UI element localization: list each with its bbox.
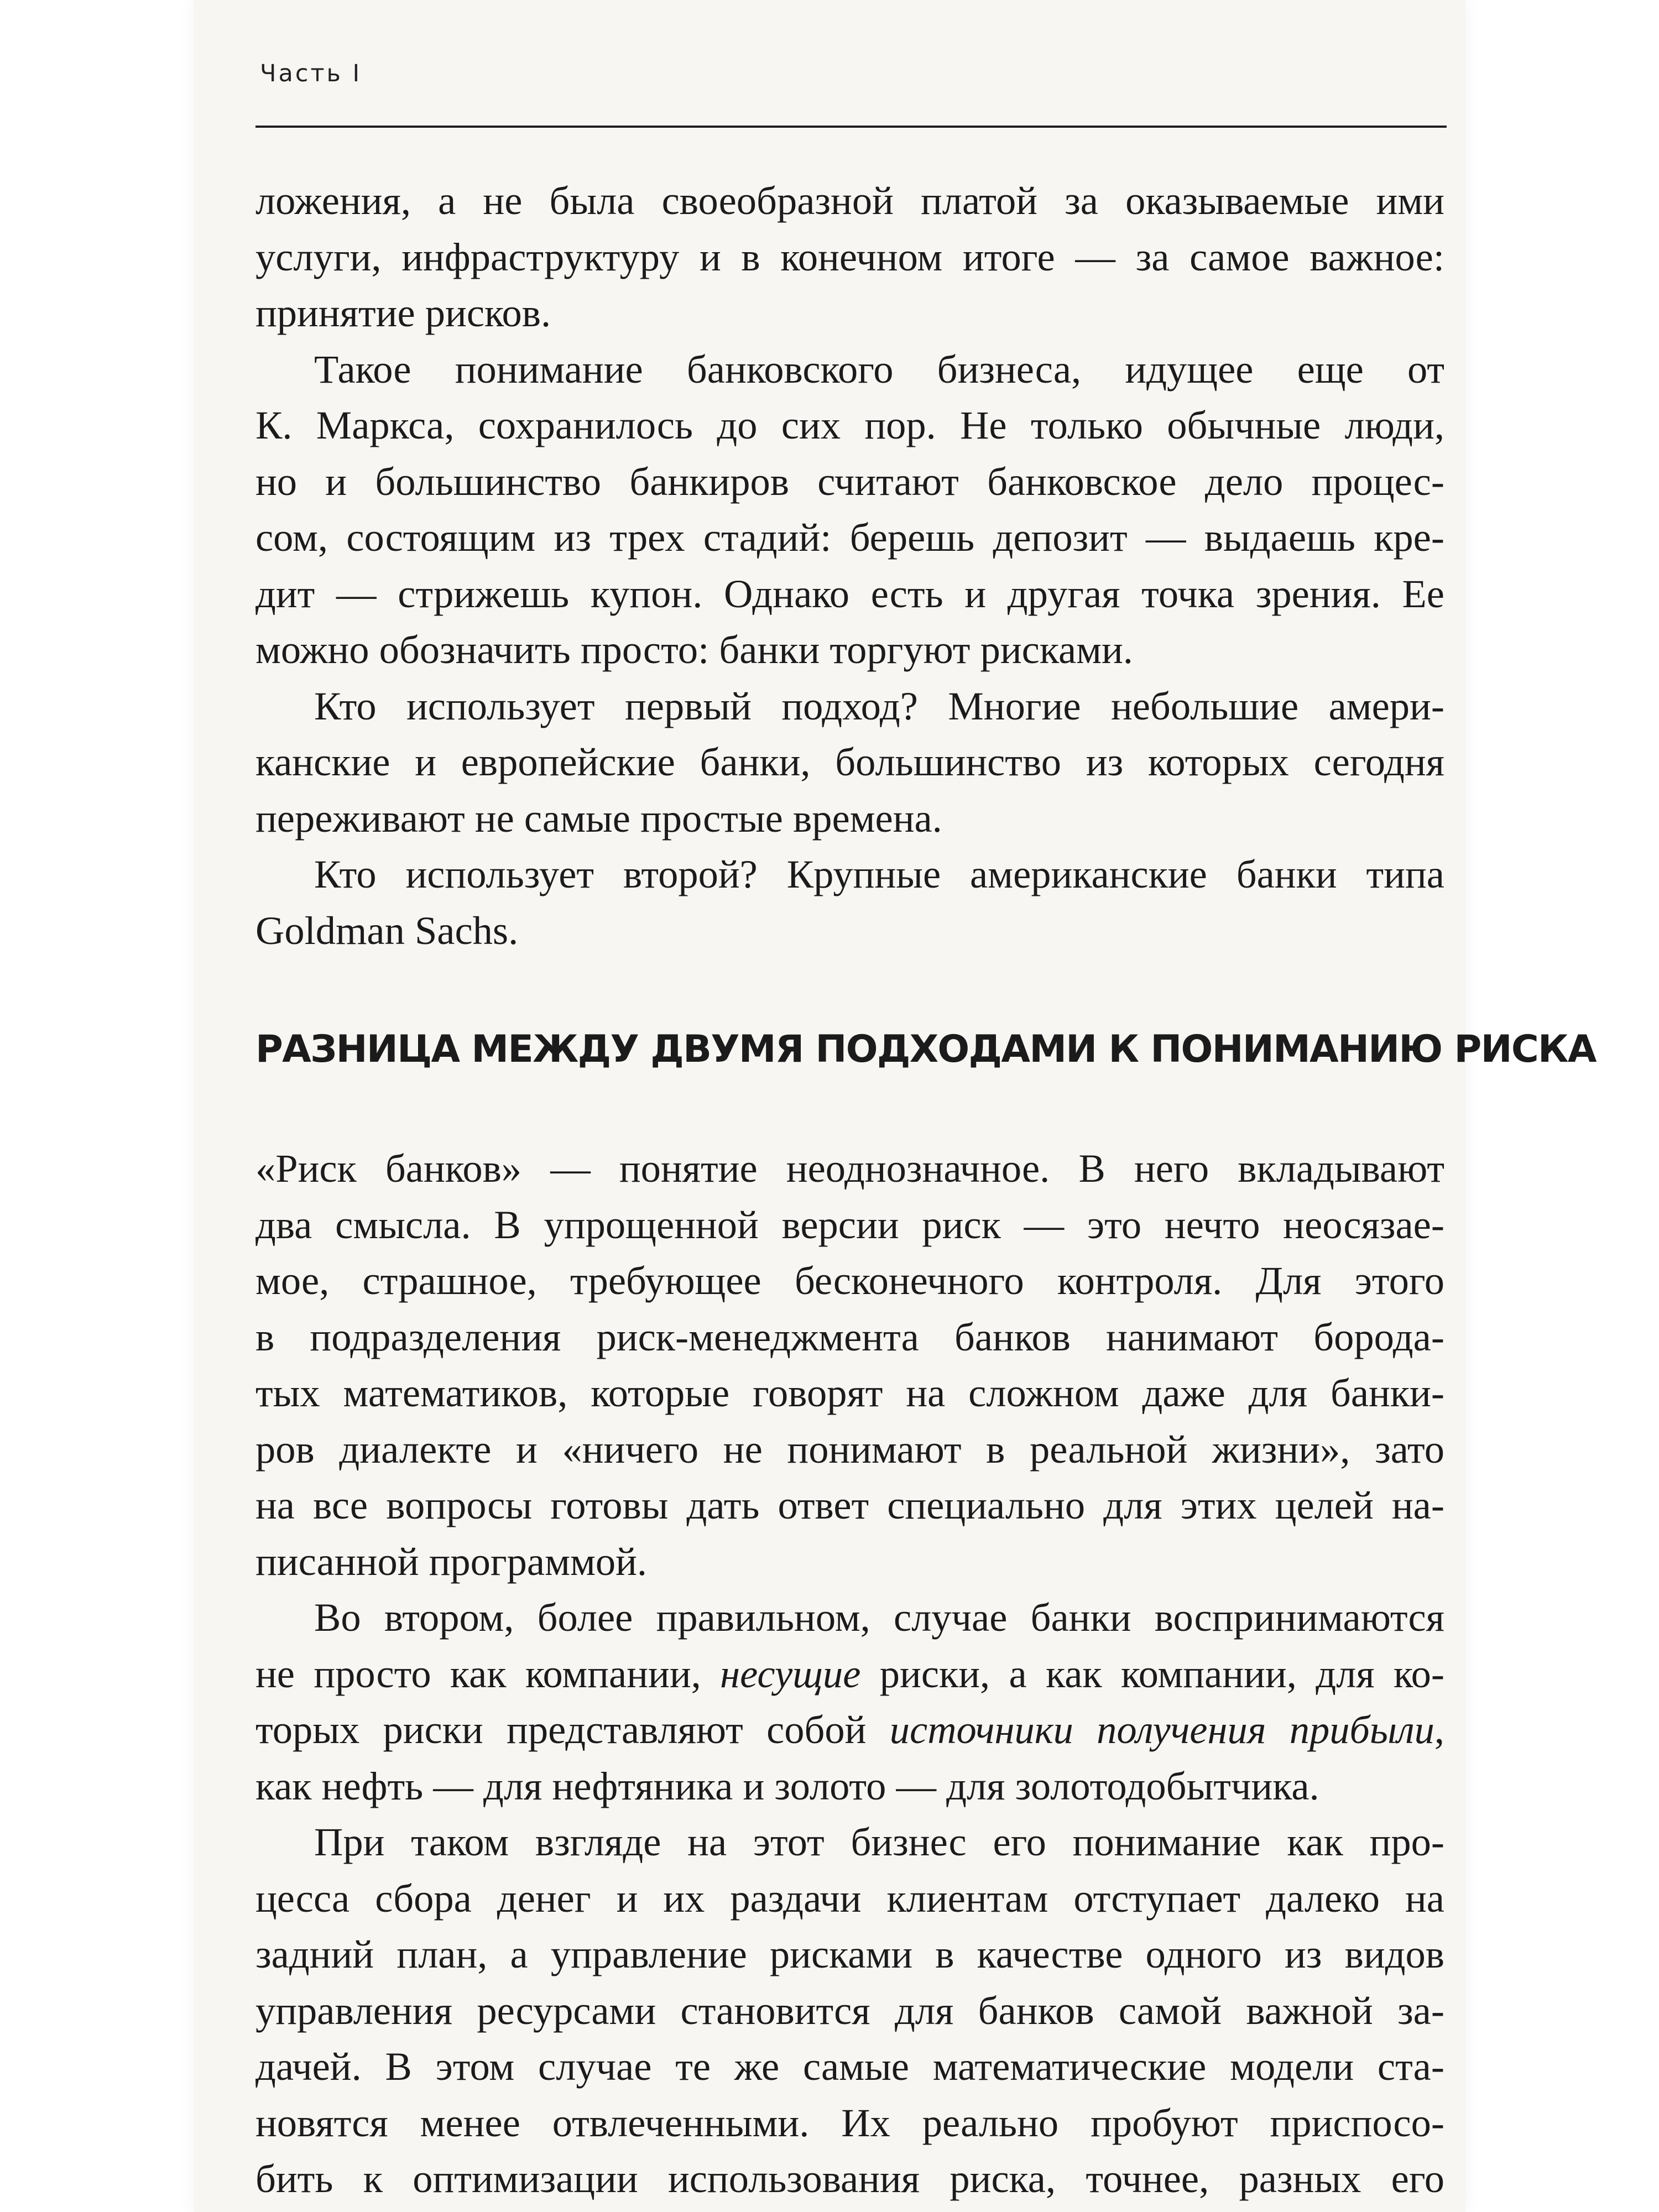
text-line: бить к оптимизации использования риска, точнее, разных его xyxy=(255,2156,1444,2201)
text-line: При таком взгляде на этот бизнес его понимание как про- xyxy=(314,1819,1444,1864)
text-line: услуги, инфраструктуру и в конечном итоге — за самое важное: xyxy=(255,234,1444,279)
text-block-2 xyxy=(255,1140,1444,2207)
text-line: дит — стрижешь купон. Однако есть и другая точка зрения. Ее xyxy=(255,571,1444,616)
text-line: Такое понимание банковского бизнеса, идущее еще от xyxy=(314,346,1444,392)
text-line: К. Маркса, сохранилось до сих пор. Не только обычные люди, xyxy=(255,403,1444,447)
text-line: сом, состоящим из трех стадий: берешь депозит — выдаешь кре- xyxy=(255,515,1444,560)
text-line: два смысла. В упрощенной версии риск — это нечто неосязае- xyxy=(255,1202,1444,1247)
text-line: дачей. В этом случае те же самые математические модели ста- xyxy=(255,2044,1444,2089)
text-line: писанной программой. xyxy=(255,1538,648,1584)
italic-run: источники получения прибыли xyxy=(889,1707,1434,1752)
text-block-1 xyxy=(255,173,1444,958)
text-line-mixed xyxy=(255,1646,1444,1702)
text-line: «Риск банков» — понятие неоднозначное. В него вкладывают xyxy=(255,1146,1444,1191)
text-line: Кто использует второй? Крупные американские банки типа xyxy=(314,852,1444,896)
text-run: торых риски представляют собой xyxy=(255,1707,890,1752)
text-line: но и большинство банкиров считают банковское дело процес- xyxy=(255,458,1444,504)
text-line: ров диалекте и «ничего не понимают в реальной жизни», зато xyxy=(255,1426,1444,1472)
book-page xyxy=(194,0,1596,2212)
text-line-mixed xyxy=(255,1702,1444,1758)
text-line: в подразделения риск-менеджмента банков нанимают борода- xyxy=(255,1314,1444,1359)
text-line: переживают не самые простые времена. xyxy=(255,795,942,841)
text-line: Во втором, более правильном, случае банки воспринимаются xyxy=(314,1595,1444,1640)
text-line: можно обозначить просто: банки торгуют рисками. xyxy=(255,627,1133,672)
text-run: не просто как компании, xyxy=(255,1651,721,1696)
text-line: на все вопросы готовы дать ответ специально для этих целей на- xyxy=(255,1483,1444,1527)
text-line: принятие рисков. xyxy=(255,290,551,335)
text-line: мое, страшное, требующее бесконечного контроля. Для этого xyxy=(255,1258,1444,1303)
header-rule xyxy=(255,126,1447,128)
text-line: ложения, а не была своеобразной платой за оказываемые ими xyxy=(255,178,1444,223)
text-run: риски, а как компании, для ко- xyxy=(860,1651,1444,1696)
text-line: канские и европейские банки, большинство из которых сегодня xyxy=(255,739,1444,784)
text-line: управления ресурсами становится для банков самой важной за- xyxy=(255,1987,1444,2033)
italic-run: несущие xyxy=(720,1651,861,1696)
text-line: Goldman Sachs. xyxy=(255,907,519,953)
text-line: как нефть — для нефтяника и золото — для золотодобытчика. xyxy=(255,1763,1319,1808)
text-line: цесса сбора денег и их раздачи клиентам отступает далеко на xyxy=(255,1875,1444,1921)
text-line: тых математиков, которые говорят на сложном даже для банки- xyxy=(255,1370,1444,1415)
text-line: Кто использует первый подход? Многие небольшие амери- xyxy=(314,683,1444,728)
section-heading: РАЗНИЦА МЕЖДУ ДВУМЯ ПОДХОДАМИ К ПОНИМАНИЮ РИСКА xyxy=(255,1027,1596,1071)
text-line: задний план, а управление рисками в качестве одного из видов xyxy=(255,1932,1444,1976)
running-header: Часть I xyxy=(260,60,362,87)
text-line: новятся менее отвлеченными. Их реально пробуют приспосо- xyxy=(255,2100,1444,2145)
text-run: , xyxy=(1434,1707,1444,1752)
